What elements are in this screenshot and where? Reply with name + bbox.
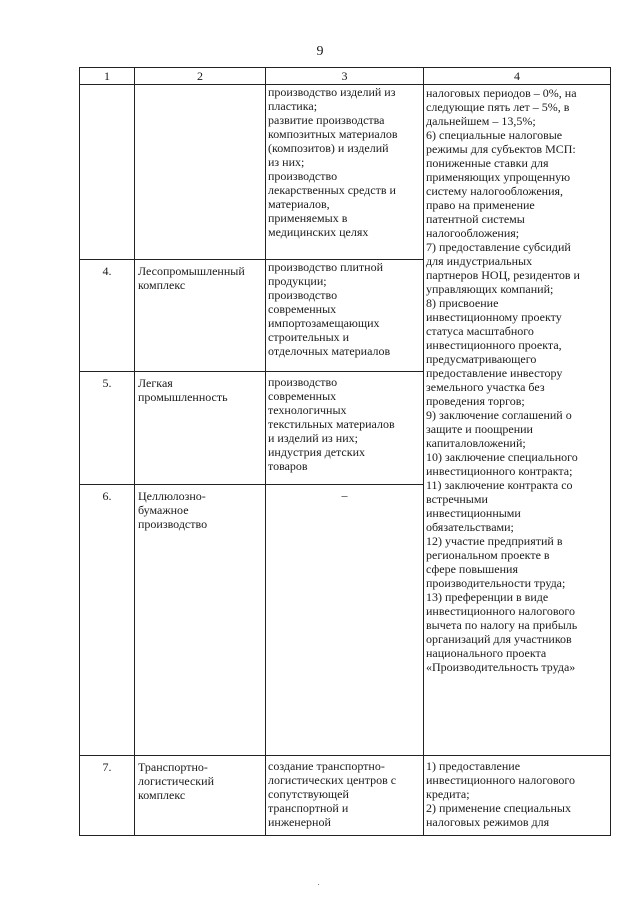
products-cell (266, 260, 424, 372)
industries-table (79, 67, 611, 836)
row-number-cell: 6. (80, 485, 135, 756)
measures-line: сфере повышения (426, 562, 518, 576)
measures-line: 2) применение специальных (426, 801, 571, 815)
measures-line: организаций для участников (426, 632, 572, 646)
measures-line: капиталовложений; (426, 436, 526, 450)
products-cell (266, 756, 424, 836)
products-line: индустрия детских (268, 445, 366, 459)
measures-line: для индустриальных (426, 254, 533, 268)
measures-line: пониженные ставки для (426, 156, 549, 170)
measures-line: право на применение (426, 198, 535, 212)
products-line: сопутствующей (268, 787, 349, 801)
page-number: 9 (316, 44, 324, 59)
products-line: материалов, (268, 197, 330, 211)
products-cell (266, 85, 424, 260)
products-line: строительных и (268, 330, 350, 344)
products-line: производство (268, 288, 338, 302)
products-line: современных (268, 302, 337, 316)
measures-cell (424, 85, 611, 756)
measures-line: применяющих упрощенную (426, 170, 571, 184)
header-cell-3: 3 (266, 68, 424, 85)
industry-name-line: промышленность (138, 390, 228, 404)
products-line: применяемых в (268, 211, 348, 225)
products-cell (266, 372, 424, 485)
measures-line: 10) заключение специального (426, 450, 578, 464)
industry-name-line: Лесопромышленный (138, 264, 245, 278)
measures-line: региональном проекте в (426, 548, 550, 562)
products-line: создание транспортно- (268, 759, 385, 773)
industry-name-line: логистический (138, 774, 214, 788)
measures-line: земельного участка без (426, 380, 545, 394)
measures-line: 9) заключение соглашений о (426, 408, 572, 422)
measures-line: инвестиционного контракта; (426, 464, 573, 478)
industry-name-cell (135, 485, 266, 756)
measures-line: вычета по налогу на прибыль (426, 618, 578, 632)
measures-line: «Производительность труда» (426, 660, 576, 674)
products-line: производство (268, 375, 338, 389)
row-number-cell (80, 85, 135, 260)
measures-line: инвестиционного налогового (426, 773, 576, 787)
measures-line: партнеров НОЦ, резидентов и (426, 268, 580, 282)
industry-name-cell (135, 85, 266, 260)
measures-line: инвестиционными (426, 506, 521, 520)
products-line: товаров (268, 459, 308, 473)
measures-line: налоговых периодов – 0%, на (426, 86, 577, 100)
products-line: производство изделий из (268, 85, 396, 99)
industry-name-line: комплекс (138, 278, 186, 292)
products-line: отделочных материалов (268, 344, 391, 358)
measures-line: 7) предоставление субсидий (426, 240, 571, 254)
products-line: медицинских целях (268, 225, 369, 239)
header-cell-2: 2 (135, 68, 266, 85)
measures-line: систему налогообложения, (426, 184, 564, 198)
industry-name-line: комплекс (138, 788, 186, 802)
products-line: производство (268, 169, 338, 183)
measures-line: дальнейшем – 13,5%; (426, 114, 536, 128)
products-line: развитие производства (268, 113, 385, 127)
measures-line: кредита; (426, 787, 470, 801)
row-number-cell: 7. (80, 756, 135, 836)
measures-line: инвестиционного налогового (426, 604, 576, 618)
products-line: и изделий из них; (268, 431, 358, 445)
measures-line: патентной системы (426, 212, 525, 226)
measures-line: защите и поощрении (426, 422, 533, 436)
measures-line: статуса масштабного (426, 324, 534, 338)
table-row-7 (80, 756, 611, 836)
industry-name-cell (135, 372, 266, 485)
measures-line: предоставление инвестору (426, 366, 563, 380)
table-row-continuation (80, 85, 611, 260)
measures-line: национального проекта (426, 646, 547, 660)
measures-line: обязательствами; (426, 520, 514, 534)
products-line: текстильных материалов (268, 417, 395, 431)
measures-line: 12) участие предприятий в (426, 534, 563, 548)
industry-name-line: Легкая (138, 376, 173, 390)
measures-line: встречными (426, 492, 488, 506)
industry-name-line: Целлюлозно- (138, 489, 206, 503)
row-number-cell: 4. (80, 260, 135, 372)
products-line: импортозамещающих (268, 316, 380, 330)
industry-name-line: Транспортно- (138, 760, 208, 774)
measures-line: предусматривающего (426, 352, 537, 366)
industry-name-line: бумажное (138, 503, 189, 517)
products-line: транспортной и (268, 801, 349, 815)
row-number-cell: 5. (80, 372, 135, 485)
products-line: инженерной (268, 815, 331, 829)
header-cell-4: 4 (424, 68, 611, 85)
measures-line: 1) предоставление (426, 759, 521, 773)
products-line: композитных материалов (268, 127, 398, 141)
products-line: (композитов) и изделий (268, 141, 389, 155)
products-line: современных (268, 389, 337, 403)
products-line: продукции; (268, 274, 327, 288)
measures-line: проведения торгов; (426, 394, 525, 408)
products-line: логистических центров с (268, 773, 397, 787)
measures-line: инвестиционному проекту (426, 310, 562, 324)
table-header-row (80, 68, 611, 85)
measures-line: управляющих компаний; (426, 282, 554, 296)
measures-line: инвестиционного проекта, (426, 338, 562, 352)
measures-line: 6) специальные налоговые (426, 128, 563, 142)
measures-line: налогообложения; (426, 226, 520, 240)
products-line: лекарственных средств и (268, 183, 396, 197)
industry-name-line: производство (138, 517, 208, 531)
measures-line: производительности труда; (426, 576, 566, 590)
measures-line: налоговых режимов для (426, 815, 550, 829)
scan-speck (318, 884, 319, 885)
measures-line: следующие пять лет – 5%, в (426, 100, 570, 114)
products-line: из них; (268, 155, 305, 169)
products-cell (266, 485, 424, 756)
measures-cell (424, 756, 611, 836)
products-line: производство плитной (268, 260, 384, 274)
measures-line: 11) заключение контракта со (426, 478, 573, 492)
measures-line: режимы для субъектов МСП: (426, 142, 576, 156)
products-dash: – (341, 488, 348, 502)
measures-line: 8) присвоение (426, 296, 499, 310)
industry-name-cell (135, 260, 266, 372)
header-cell-1: 1 (80, 68, 135, 85)
measures-line: 13) преференции в виде (426, 590, 549, 604)
products-line: технологичных (268, 403, 347, 417)
industry-name-cell (135, 756, 266, 836)
products-line: пластика; (268, 99, 318, 113)
